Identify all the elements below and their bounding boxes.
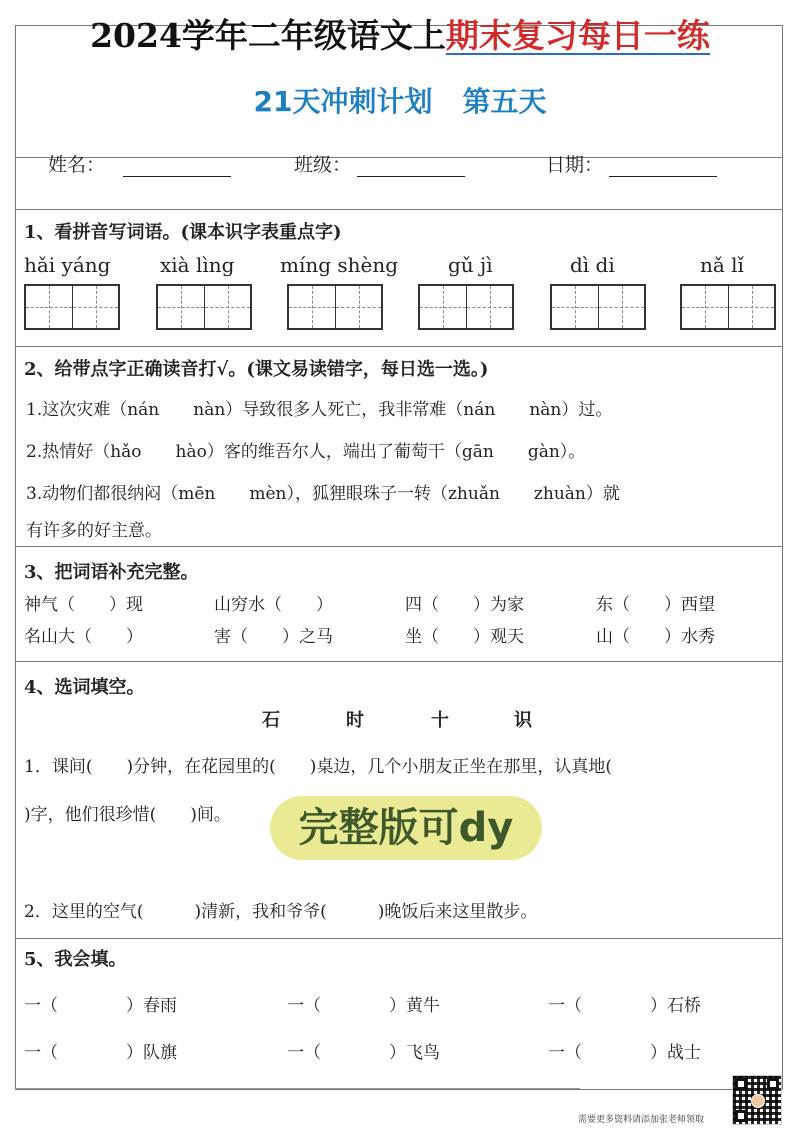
- pinyin-6: nǎ lǐ: [700, 253, 744, 277]
- word-option: 石: [262, 710, 280, 731]
- word-option: 十: [431, 710, 449, 731]
- writing-grid[interactable]: [24, 284, 120, 330]
- avatar: [751, 1094, 765, 1108]
- writing-grid[interactable]: [287, 284, 383, 330]
- word-option: 时: [346, 710, 364, 731]
- idiom-item: 山（ ）水秀: [596, 627, 715, 647]
- idiom-item: 坐（ ）观天: [405, 627, 524, 647]
- question-line: 1.这次灾难（nán nàn）导致很多人死亡，我非常难（nán nàn）过。: [26, 400, 613, 420]
- divider: [16, 209, 782, 210]
- section-5-heading: 5、我会填。: [24, 949, 127, 970]
- footnote: 需要更多资料请添加张老师领取: [578, 1115, 705, 1125]
- question-line: 2.热情好（hǎo hào）客的维吾尔人，端出了葡萄干（gān gàn）。: [26, 442, 586, 462]
- pinyin-3: míng shèng: [280, 253, 399, 277]
- measure-word-item: 一（ ）战士: [548, 1043, 701, 1063]
- divider: [16, 546, 782, 547]
- idiom-item: 害（ ）之马: [214, 627, 333, 647]
- section-2-heading: 2、给带点字正确读音打√。(课文易读错字，每日选一选。): [24, 359, 489, 380]
- pinyin-1: hǎi yáng: [24, 253, 111, 277]
- name-field[interactable]: 姓名：: [48, 150, 231, 177]
- word-option: 识: [514, 710, 532, 731]
- writing-grid[interactable]: [680, 284, 776, 330]
- idiom-item: 四（ ）为家: [405, 595, 524, 615]
- measure-word-item: 一（ ）春雨: [24, 996, 177, 1016]
- section-4-heading: 4、选词填空。: [24, 677, 145, 698]
- question-line: 2．这里的空气( )清新，我和爷爷( )晚饭后来这里散步。: [24, 902, 538, 922]
- idiom-item: 名山大（ ）: [24, 627, 143, 647]
- idiom-item: 东（ ）西望: [596, 595, 715, 615]
- divider: [16, 346, 782, 347]
- divider: [16, 938, 782, 939]
- writing-grid[interactable]: [156, 284, 252, 330]
- pinyin-4: gǔ jì: [448, 253, 493, 277]
- measure-word-item: 一（ ）队旗: [24, 1043, 177, 1063]
- pinyin-5: dì di: [570, 253, 615, 277]
- question-line: 3.动物们都很纳闷（mēn mèn），狐狸眼珠子一转（zhuǎn zhuàn）就: [26, 484, 620, 504]
- writing-grid[interactable]: [418, 284, 514, 330]
- section-1-heading: 1、看拼音写词语。(课本识字表重点字): [24, 222, 342, 243]
- pinyin-2: xià lìng: [160, 253, 235, 277]
- divider: [16, 661, 782, 662]
- measure-word-item: 一（ ）石桥: [548, 996, 701, 1016]
- date-field[interactable]: 日期：: [546, 150, 717, 177]
- question-line: 有许多的好主意。: [26, 521, 162, 541]
- measure-word-item: 一（ ）黄牛: [287, 996, 440, 1016]
- question-line: 1．课间( )分钟，在花园里的( )桌边，几个小朋友正坐在那里，认真地(: [24, 757, 612, 777]
- divider: [15, 1088, 580, 1089]
- worksheet-subtitle: 21天冲刺计划 第五天: [253, 85, 547, 118]
- class-field[interactable]: 班级：: [294, 150, 465, 177]
- idiom-item: 山穷水（ ）: [214, 595, 333, 615]
- title-highlight: 期末复习每日一练: [445, 16, 710, 55]
- writing-grid[interactable]: [550, 284, 646, 330]
- measure-word-item: 一（ ）飞鸟: [287, 1043, 440, 1063]
- section-3-heading: 3、把词语补充完整。: [24, 562, 199, 583]
- idiom-item: 神气（ ）现: [24, 595, 143, 615]
- worksheet-title: 2024学年二年级语文上期末复习每日一练: [90, 16, 710, 55]
- qr-code-icon[interactable]: [732, 1075, 782, 1125]
- question-line: )字，他们很珍惜( )间。: [24, 805, 231, 825]
- promo-stamp: 完整版可dy: [270, 796, 542, 860]
